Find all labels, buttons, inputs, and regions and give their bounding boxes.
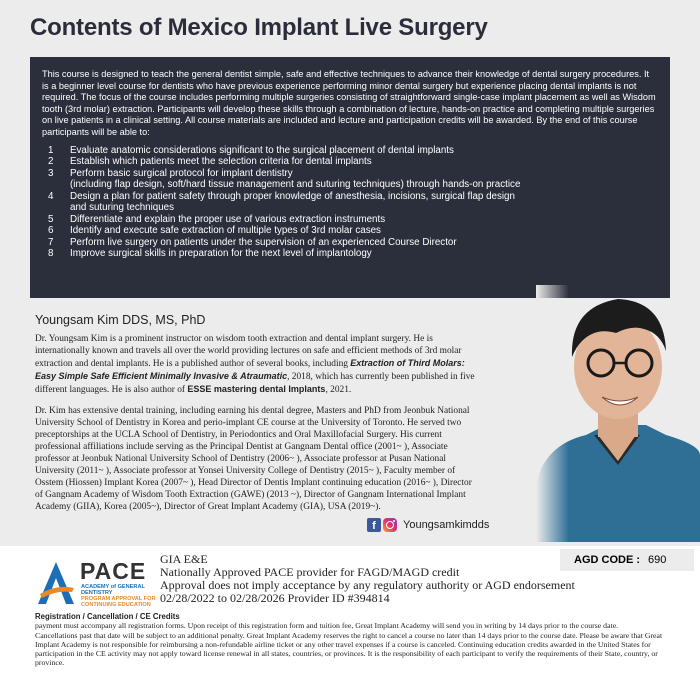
bio-paragraph-2: Dr. Kim has extensive dental training, including earning his dental degree, Masters and PhD from Jeonbuk National University School of Dentistry in Korea and perio-implant CE course at the University of Toronto. He served two preceptorships at the UCLA School of Dentistry, in Periodontics and Oral Maxillofacial Surgery. His current professional affiliations include serving as the Principal Dentist at Gangnam Dental office (2001~ ), Associate professor at Jeonbuk National University School of Dentistry (2006~ ), Associate professor at Pusan National University (2011~ ), Associate professor at Yonsei University College of Dentistry (2015~ ), Faculty member of Osstem (Hiossen) Implant Korea (2007~ ), Head Director of Dentis Implant continuing education (2016~ ), Director of Gangnam Academy of Wisdom Tooth Extraction (GAWE) (2013 ~), Director of Gangnam International Implant Academy (GIIA), Korea (2005~), Director of Great Implant Academy (GIA), USA (2019~). [35,406,472,512]
objective-text: Improve surgical skills in preparation for the next level of implantology [70,248,372,260]
provider-line: Nationally Approved PACE provider for FAGD/MAGD credit [160,565,460,579]
objective-text: Evaluate anatomic considerations significant to the surgical placement of dental implants [70,144,454,156]
objective-number: 7 [48,236,54,248]
provider-line: Approval does not imply acceptance by any regulatory authority or AGD endorsement [160,578,575,592]
course-description: This course is designed to teach the general dentist simple, safe and effective techniques to advance their knowledge of dental surgery procedures. It is a beginner level course for dentists who have previous experience performing minor dental surgery but experience placing dental implants is not required. The focus of the course includes performing multiple surgeries consisting of straightforward single-case implant placement as well as Wisdom tooth (3rd molar) extraction. Participants will develop these skills through a combination of lecture, hands-on practice and completing multiple surgeries on live patients in a clinical setting. All course materials are included and lecture and participation credits will be awarded. By the end of this course participants will be able to: [42,69,656,137]
policy-paragraph: Cancellations past that date will be subject to an additional penalty. Great Implant Academy reserves the right to cancel a course no later than 14 days prior to the course date. Please be aware that Great Implant Academy is not responsible for reimbursing a non-refundable airline ticket or any other travel expenses if a course is canceled. Continuing education credits awarded in the United States for participation in the CE activity may not apply toward license renewal in all states, countries, or provinces. It is the responsibility of each participant to verify the requirements of their State, country, or province. [35,630,663,668]
agd-code-badge [560,549,694,571]
bio-text: , 2018, which has currently been published in five different languages. He is also author of [35,372,475,395]
list-item [42,168,658,191]
list-item [42,191,658,214]
objective-number: 4 [48,190,54,202]
objective-number: 8 [48,248,54,260]
bio-paragraph-1 [35,333,475,396]
pace-mark-icon [36,558,76,606]
objectives-list [42,145,658,260]
pace-logo [36,558,158,608]
list-item [42,237,658,249]
bio-text: , 2021. [325,385,352,395]
objective-text: Establish which patients meet the selection criteria for dental implants [70,156,372,168]
objective-text [70,191,658,214]
list-item [42,156,658,168]
course-description-box [30,57,670,298]
objective-text: Differentiate and explain the proper use of various extraction instruments [70,213,386,225]
instructor-name: Youngsam Kim DDS, MS, PhD [35,313,206,327]
social-links [367,518,489,532]
policy-paragraph: payment must accompany all registration forms. Upon receipt of this registration form and tuition fee, Great Implant Academy will send you in writing by 14 days prior to the course date. [35,621,619,631]
book-title: ESSE mastering dental Implants [187,384,326,394]
social-handle: Youngsamkimdds [403,519,490,531]
policy-title: Registration / Cancellation / CE Credits [35,612,180,621]
objective-line: Design a plan for patient safety through proper knowledge of anesthesia, incisions, surgical flap design [70,190,515,202]
list-item [42,248,658,260]
objective-number: 2 [48,156,54,168]
facebook-icon[interactable]: f [367,518,381,532]
pace-subtitle: PROGRAM APPROVAL FOR CONTINUING EDUCATION [81,596,156,608]
objective-number: 5 [48,213,54,225]
objective-text [70,168,658,191]
policy-section [35,612,675,668]
provider-info [160,553,575,605]
footer [0,546,700,700]
objective-text: Perform live surgery on patients under the supervision of an experienced Course Director [70,236,457,248]
objective-number: 3 [48,167,54,179]
objective-line: Perform basic surgical protocol for implant dentistry [70,167,293,179]
pace-subtitle: ACADEMY of GENERAL DENTISTRY [81,584,145,596]
pace-name: PACE [80,558,147,584]
list-item [42,225,658,237]
objective-text: Identify and execute safe extraction of multiple types of 3rd molar cases [70,225,381,237]
instagram-icon[interactable] [383,518,397,532]
provider-line: 02/28/2022 to 02/28/2026 Provider ID #394814 [160,591,390,605]
objective-number: 6 [48,225,54,237]
objective-line: (including flap design, soft/hard tissue management and suturing techniques) through hands-on practice [70,179,521,191]
agd-code-value: 690 [648,554,667,566]
objective-number: 1 [48,144,54,156]
bio-text: Dr. Youngsam Kim is a prominent instructor on wisdom tooth extraction and dental implant surgery. He is internationally known and travels all over the world providing lectures on safe and efficient methods of 3rd molar extraction and dental implants. He is a published author of several books, including [35,334,462,369]
provider-line: GIA E&E [160,552,208,566]
agd-code-label: AGD CODE : [574,554,640,566]
instructor-bio [35,333,475,522]
instructor-portrait [536,285,700,542]
book-title: Extraction of Third Molars: Easy Simple Safe Efficient Minimally Invasive & Atraumatic [35,358,465,381]
list-item [42,145,658,157]
objective-line: and suturing techniques [70,202,175,214]
list-item [42,214,658,226]
page-title: Contents of Mexico Implant Live Surgery [30,14,488,41]
